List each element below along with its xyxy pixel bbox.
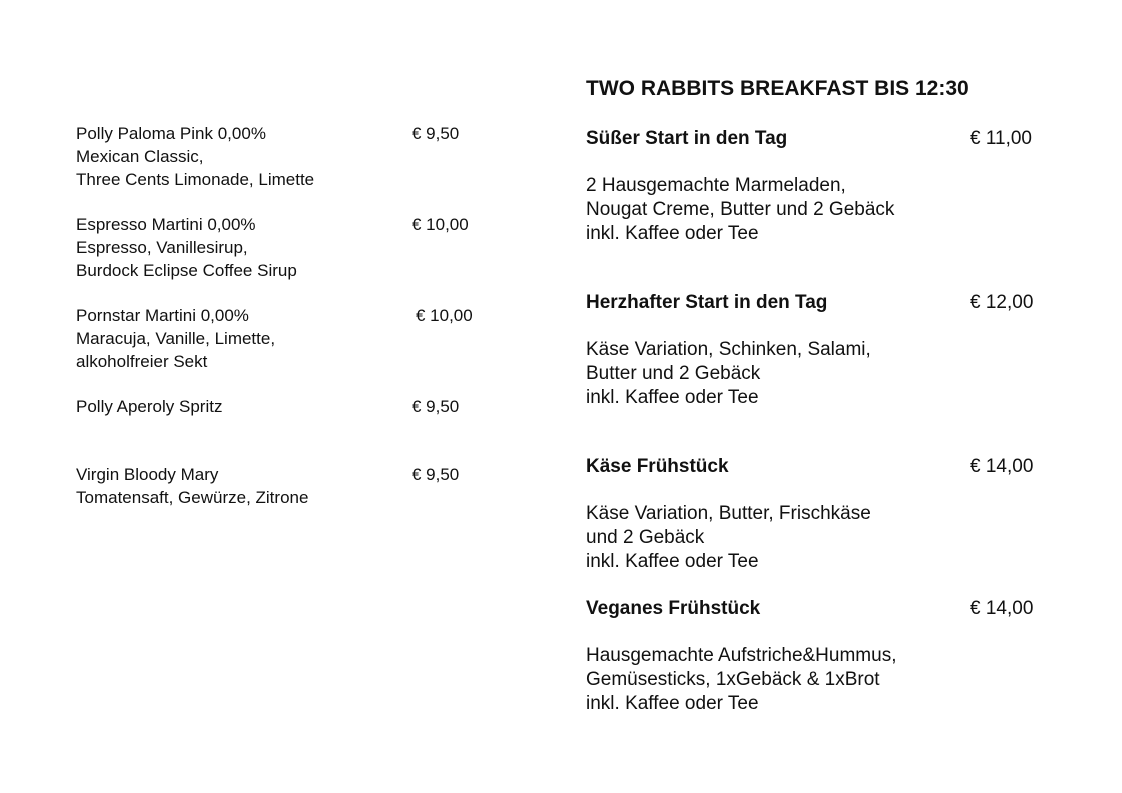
drink-name: Polly Aperoly Spritz (76, 397, 223, 416)
description-line: und 2 Gebäck (586, 527, 705, 548)
drink-price: € 10,00 (412, 215, 469, 234)
breakfast-column (586, 76, 1056, 716)
drink-description: Espresso, Vanillesirup, (76, 238, 248, 257)
drink-name: Espresso Martini 0,00% (76, 215, 256, 234)
drink-item (76, 395, 516, 418)
breakfast-name: Veganes Frühstück (586, 598, 761, 619)
drink-item (76, 213, 516, 282)
breakfast-description (586, 502, 1056, 574)
description-line: inkl. Kaffee oder Tee (586, 551, 759, 572)
description-line: Nougat Creme, Butter und 2 Gebäck (586, 199, 895, 220)
description-line: Käse Variation, Butter, Frischkäse (586, 503, 871, 524)
drink-description: Maracuja, Vanille, Limette, (76, 329, 276, 348)
breakfast-description (586, 174, 1056, 246)
drink-description: Three Cents Limonade, Limette (76, 170, 315, 189)
breakfast-price: € 12,00 (970, 292, 1034, 313)
drink-description: Mexican Classic, (76, 147, 204, 166)
description-line: inkl. Kaffee oder Tee (586, 223, 759, 244)
breakfast-price: € 14,00 (970, 456, 1034, 477)
drink-item (76, 122, 516, 191)
breakfast-description (586, 338, 1056, 410)
description-line: Käse Variation, Schinken, Salami, (586, 339, 871, 360)
drink-description: alkoholfreier Sekt (76, 352, 208, 371)
breakfast-item (586, 454, 1056, 574)
description-line: Butter und 2 Gebäck (586, 363, 761, 384)
drink-price: € 10,00 (416, 306, 473, 325)
breakfast-price: € 11,00 (970, 128, 1032, 149)
description-line: inkl. Kaffee oder Tee (586, 693, 759, 714)
breakfast-name: Herzhafter Start in den Tag (586, 292, 828, 313)
breakfast-item (586, 126, 1056, 246)
breakfast-price: € 14,00 (970, 598, 1034, 619)
breakfast-item (586, 596, 1056, 716)
description-line: Gemüsesticks, 1xGebäck & 1xBrot (586, 669, 880, 690)
breakfast-name: Käse Frühstück (586, 456, 729, 477)
breakfast-name: Süßer Start in den Tag (586, 128, 788, 149)
drink-description: Burdock Eclipse Coffee Sirup (76, 261, 297, 280)
breakfast-title: TWO RABBITS BREAKFAST BIS 12:30 (586, 77, 969, 100)
drink-item (76, 463, 516, 509)
drink-item (76, 304, 516, 373)
description-line: Hausgemachte Aufstriche&Hummus, (586, 645, 897, 666)
drink-name: Pornstar Martini 0,00% (76, 306, 249, 325)
drink-price: € 9,50 (412, 465, 460, 484)
breakfast-description (586, 644, 1056, 716)
drink-description: Tomatensaft, Gewürze, Zitrone (76, 488, 309, 507)
description-line: inkl. Kaffee oder Tee (586, 387, 759, 408)
drink-name: Polly Paloma Pink 0,00% (76, 124, 266, 143)
breakfast-item (586, 290, 1056, 410)
drinks-column (76, 122, 516, 509)
drink-name: Virgin Bloody Mary (76, 465, 219, 484)
drink-price: € 9,50 (412, 124, 460, 143)
drink-price: € 9,50 (412, 397, 460, 416)
description-line: 2 Hausgemachte Marmeladen, (586, 175, 846, 196)
